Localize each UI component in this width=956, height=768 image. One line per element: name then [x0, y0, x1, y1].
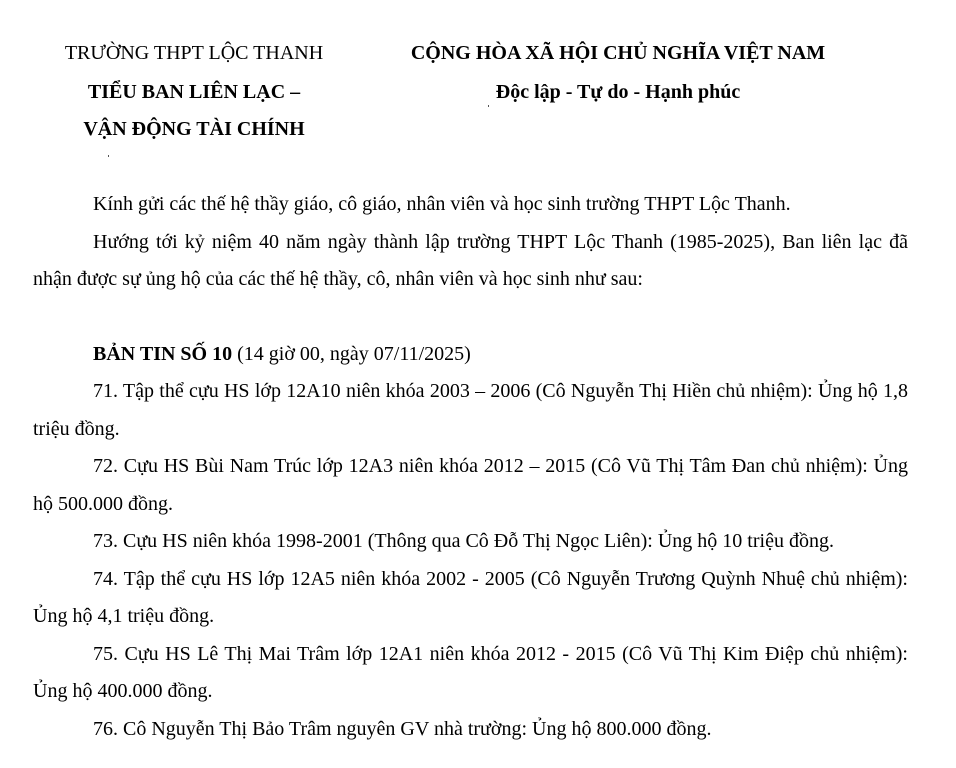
- intro-paragraph: Hướng tới kỷ niệm 40 năm ngày thành lập trường THPT Lộc Thanh (1985-2025), Ban liên lạc đã nhận được sự ủng hộ của các thế hệ thầy, cô, nhân viên và học sinh như sau:: [33, 230, 908, 290]
- donation-entry: 75. Cựu HS Lê Thị Mai Trâm lớp 12A1 niên khóa 2012 - 2015 (Cô Vũ Thị Kim Điệp chủ nhiệm): Ủng hộ 400.000 đồng.: [33, 642, 908, 702]
- donation-entry: 74. Tập thể cựu HS lớp 12A5 niên khóa 2002 - 2005 (Cô Nguyễn Trương Quỳnh Nhuệ chủ nhiệm): Ủng hộ 4,1 triệu đồng.: [33, 567, 908, 627]
- header-mark: [108, 155, 109, 157]
- donation-entry: 73. Cựu HS niên khóa 1998-2001 (Thông qua Cô Đỗ Thị Ngọc Liên): Ủng hộ 10 triệu đồng.: [93, 530, 834, 552]
- donation-entry: 71. Tập thể cựu HS lớp 12A10 niên khóa 2003 – 2006 (Cô Nguyễn Thị Hiền chủ nhiệm): Ủng hộ 1,8 triệu đồng.: [33, 380, 908, 440]
- greeting-paragraph: Kính gửi các thế hệ thầy giáo, cô giáo, nhân viên và học sinh trường THPT Lộc Thanh.: [93, 193, 791, 215]
- donation-entry: 72. Cựu HS Bùi Nam Trúc lớp 12A3 niên khóa 2012 – 2015 (Cô Vũ Thị Tâm Đan chủ nhiệm): Ủng hộ 500.000 đồng.: [33, 455, 908, 515]
- committee-name-line1: TIỂU BAN LIÊN LẠC –: [87, 81, 301, 103]
- donation-entry: 76. Cô Nguyễn Thị Bảo Trâm nguyên GV nhà trường: Ủng hộ 800.000 đồng.: [93, 717, 712, 740]
- motto-mark: [488, 105, 489, 107]
- bulletin-title: BẢN TIN SỐ 10: [93, 342, 233, 365]
- bulletin-time: (14 giờ 00, ngày 07/11/2025): [232, 342, 471, 365]
- country-name: CỘNG HÒA XÃ HỘI CHỦ NGHĨA VIỆT NAM: [410, 42, 826, 64]
- bulletin-heading: [33, 336, 908, 374]
- school-name: TRƯỜNG THPT LỘC THANH: [64, 42, 324, 64]
- national-motto: Độc lập - Tự do - Hạnh phúc: [495, 81, 741, 103]
- committee-name-line2: VẬN ĐỘNG TÀI CHÍNH: [83, 118, 305, 140]
- document-body: [33, 186, 908, 748]
